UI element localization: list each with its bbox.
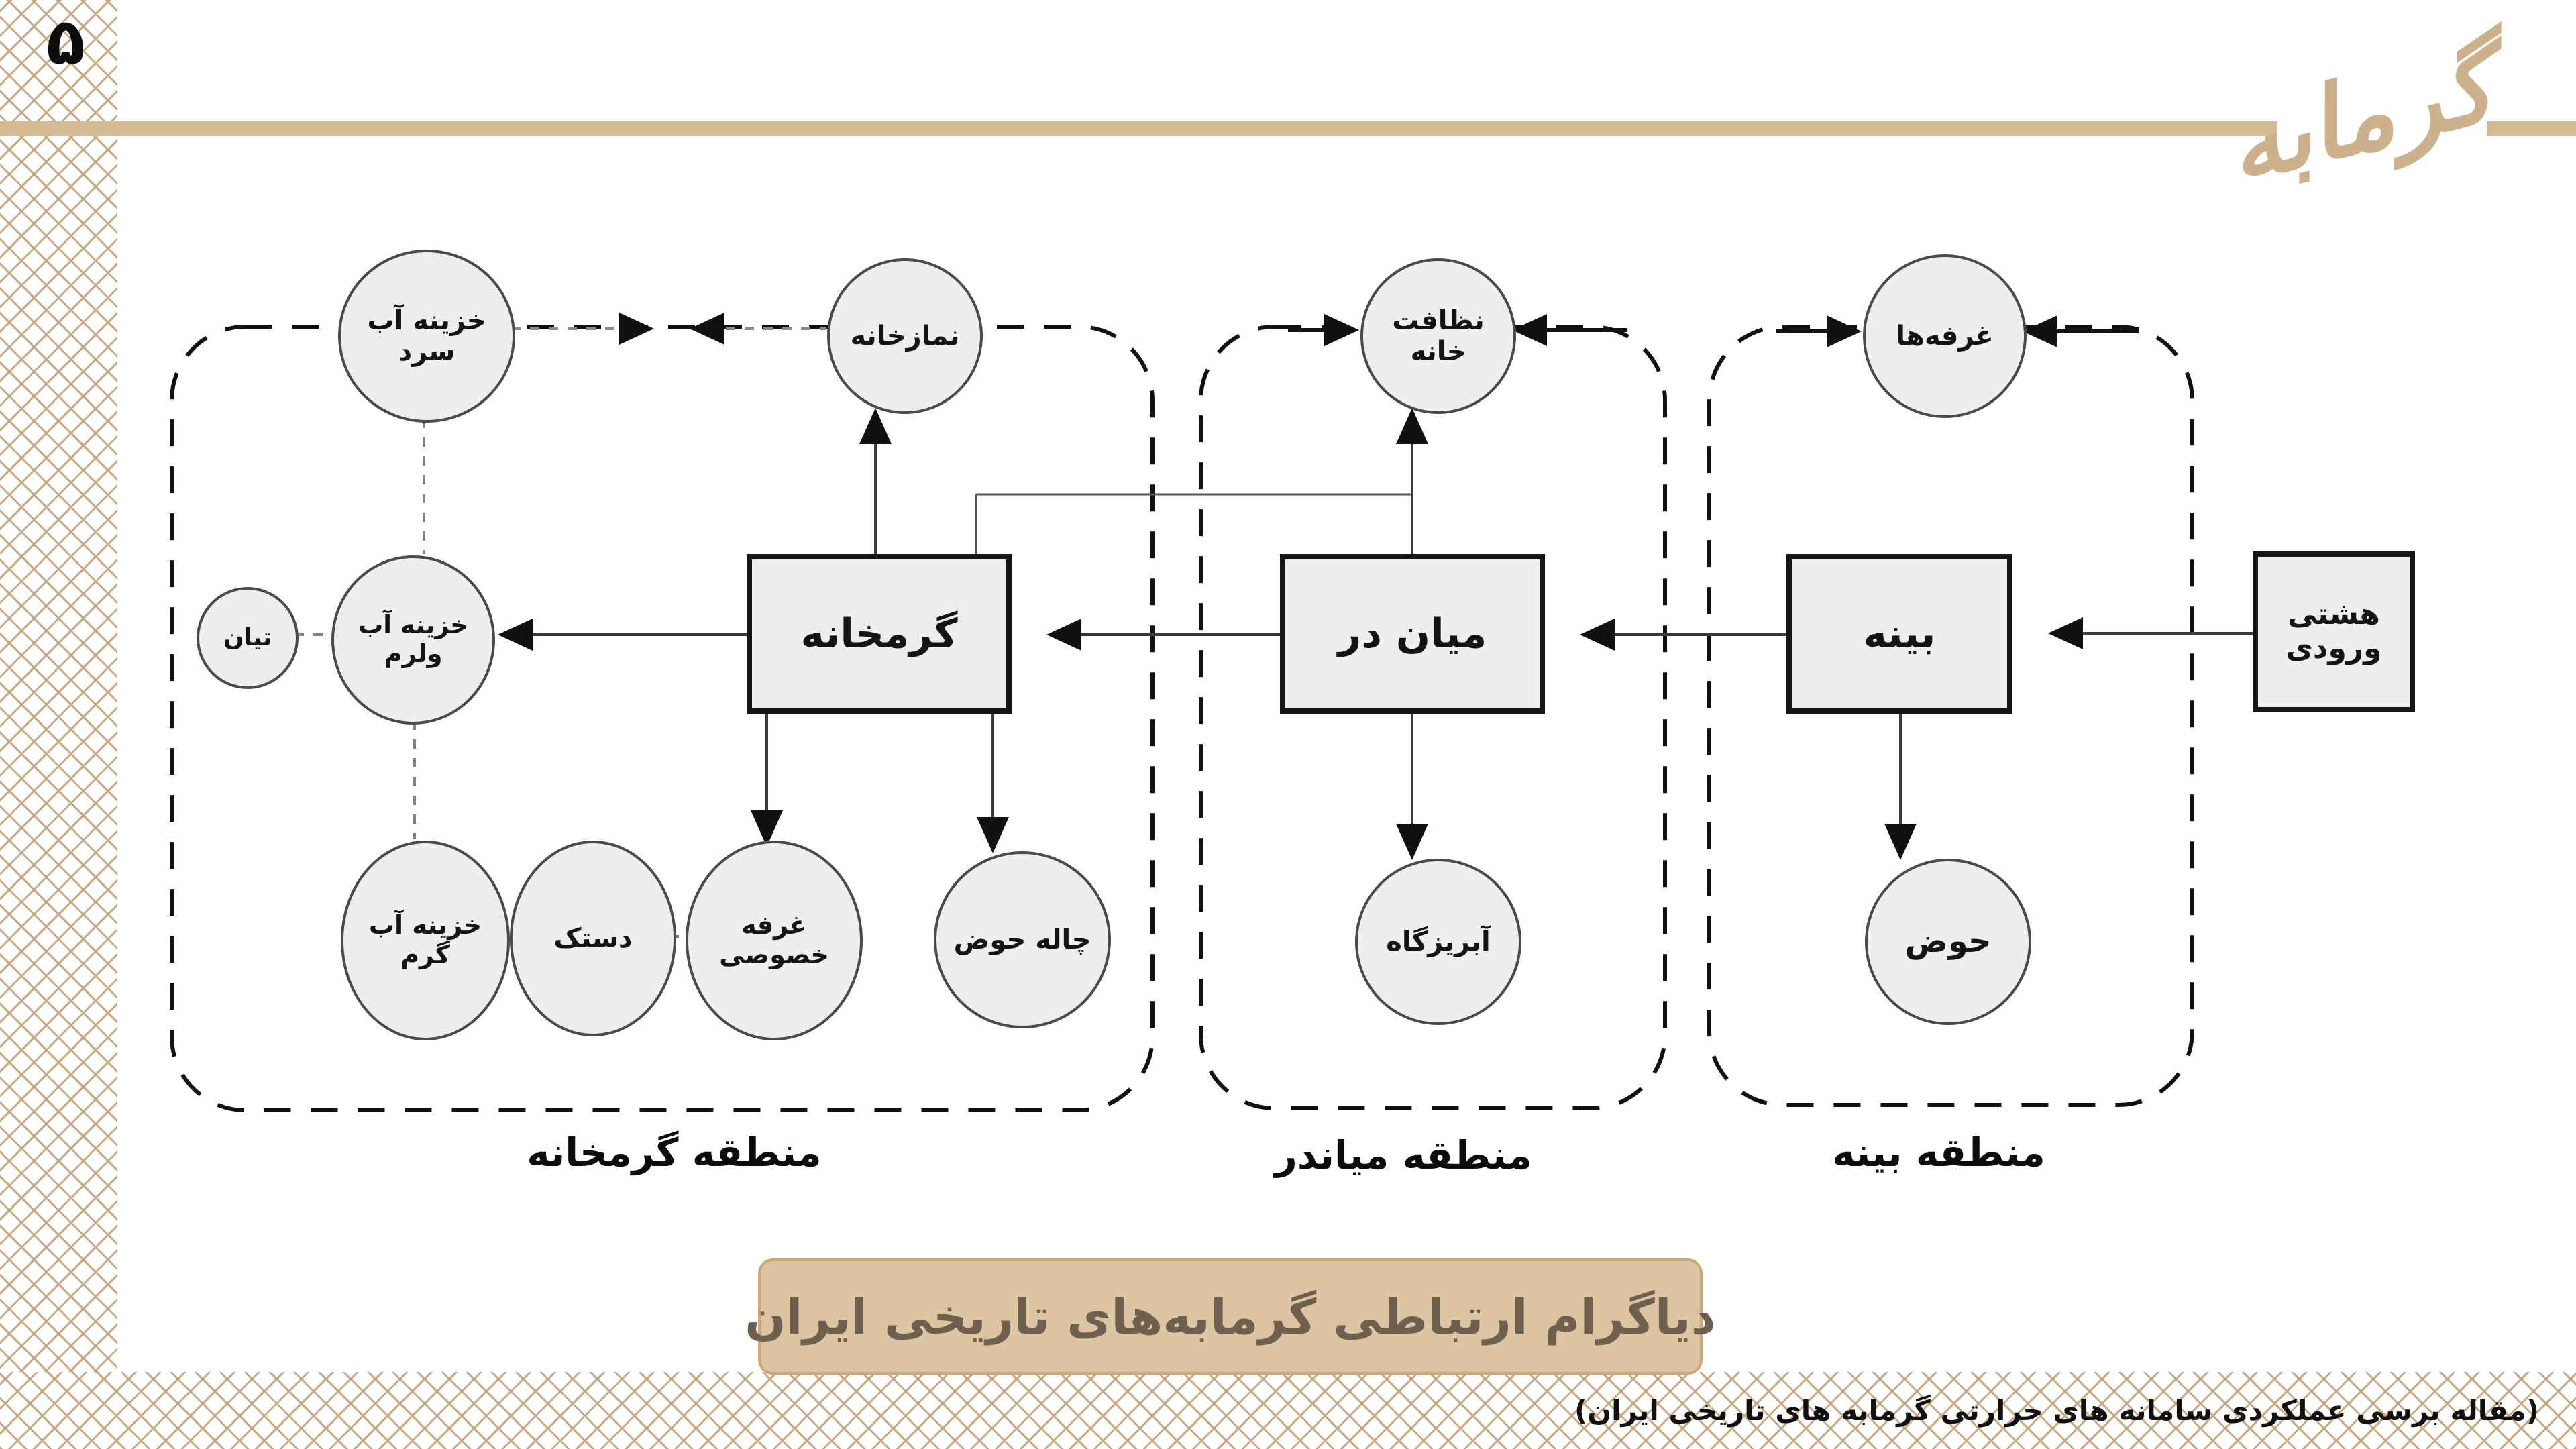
arrow-up-icon (1396, 408, 1428, 444)
arrow-left-icon (1580, 619, 1615, 651)
zone-label-miandar: منطقه میاندر (1275, 1132, 1532, 1178)
arrow-right-icon (1324, 314, 1359, 346)
node-abrizgah: آبریزگاه (1355, 859, 1521, 1025)
node-namazkhaneh: نمازخانه (827, 258, 983, 414)
arrow-down-icon (1884, 824, 1917, 860)
node-ghorfeh-ha: غرفه‌ها (1863, 254, 2027, 418)
node-mian-dar: میان در (1280, 554, 1545, 714)
node-khazineh-ab-sard: خزینه آب سرد (338, 250, 515, 423)
zone-label-bineh: منطقه بینه (1832, 1130, 2045, 1175)
node-bineh: بینه (1786, 554, 2012, 714)
page-number: ۵ (46, 5, 85, 79)
arrow-left-icon (2023, 315, 2057, 347)
source-citation: (مقاله برسی عملکردی سامانه های حرارتی گرمابه های تاریخی ایران) (1574, 1394, 2539, 1427)
arrow-left-icon (498, 619, 533, 651)
arrow-down-icon (1396, 824, 1428, 860)
node-dastak: دستک (510, 841, 676, 1036)
arrow-right-icon (1827, 315, 1862, 347)
arrow-up-icon (859, 408, 892, 444)
node-tian: تیان (197, 587, 299, 689)
node-howz: حوض (1865, 859, 2031, 1025)
arrow-right-icon (619, 313, 654, 345)
node-nezafat-khaneh: نظافت خانه (1360, 258, 1516, 414)
node-garmkhaneh: گرمخانه (747, 554, 1012, 714)
garmabeh-calligraphy: گرمابه (2215, 27, 2506, 206)
node-khazineh-ab-garm: خزینه آب گرم (341, 841, 510, 1040)
zone-label-garmkhaneh: منطقه گرمخانه (527, 1130, 822, 1175)
node-hashti-voroodi: هشتی ورودی (2253, 551, 2415, 712)
arrow-left-icon (2048, 617, 2083, 649)
node-ghorfeh-khosoosi: غرفه خصوصی (686, 841, 863, 1040)
diagram-title: دیاگرام ارتباطی گرمابه‌های تاریخی ایران (758, 1258, 1703, 1375)
arrow-left-icon (690, 313, 724, 345)
node-chaleh-howz: چاله حوض (934, 851, 1111, 1028)
arrow-left-icon (1512, 314, 1547, 346)
arrow-left-icon (1046, 619, 1081, 651)
node-khazineh-ab-velarm: خزینه آب ولرم (331, 555, 495, 724)
arrow-down-icon (977, 817, 1009, 853)
